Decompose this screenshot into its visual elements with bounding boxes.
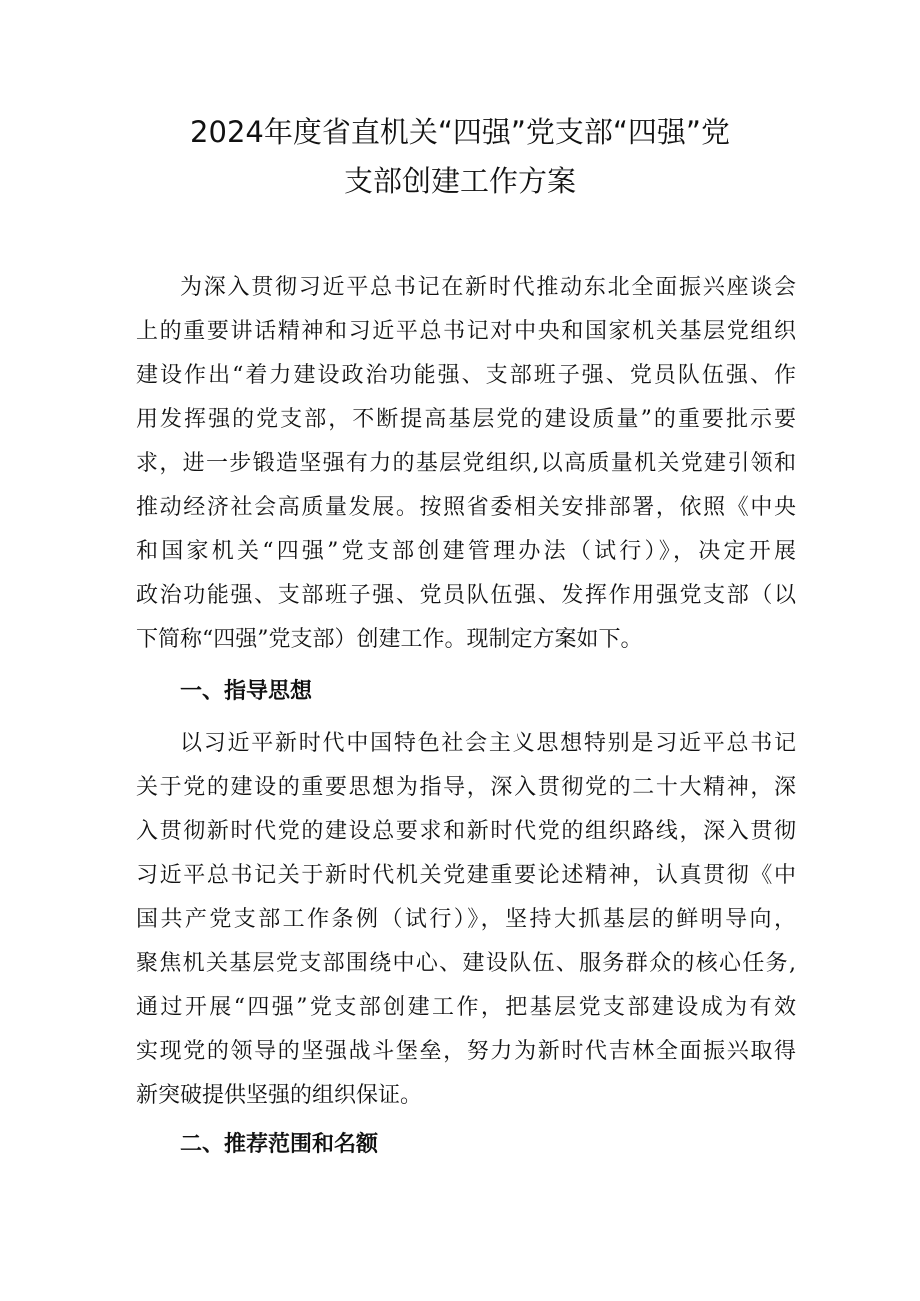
paragraph-line: 下简称“四强”党支部）创建工作。现制定方案如下。: [136, 627, 643, 652]
paragraph-line: 习近平总书记关于新时代机关党建重要论述精神，认真贯彻《中: [136, 863, 796, 888]
paragraph-line: 和国家机关“四强”党支部创建管理办法（试行）》，决定开展: [136, 539, 796, 564]
paragraph-line: 新突破提供坚强的组织保证。: [136, 1083, 423, 1108]
title-line: 支部创建工作方案: [343, 164, 576, 198]
paragraph-line: 以习近平新时代中国特色社会主义思想特别是习近平总书记: [180, 731, 796, 756]
title-line: 2024年度省直机关“四强”党支部“四强”党: [190, 115, 730, 149]
paragraph-line: 政治功能强、支部班子强、党员队伍强、发挥作用强党支部（以: [136, 583, 796, 608]
paragraph-line: 国共产党支部工作条例（试行）》，坚持大抓基层的鲜明导向，: [136, 907, 796, 932]
section-heading-scope-and-quota: 二、推荐范围和名额: [180, 1132, 379, 1157]
paragraph-line: 聚焦机关基层党支部围绕中心、建设队伍、服务群众的核心任务,: [136, 951, 796, 976]
guiding-ideology-paragraph: [136, 722, 796, 1118]
paragraph-line: 用发挥强的党支部，不断提高基层党的建设质量”的重要批示要: [136, 407, 796, 432]
paragraph-line: 入贯彻新时代党的建设总要求和新时代党的组织路线，深入贯彻: [136, 819, 796, 844]
paragraph-line: 通过开展“四强”党支部创建工作，把基层党支部建设成为有效: [136, 995, 796, 1020]
paragraph-line: 求，进一步锻造坚强有力的基层党组织,以高质量机关党建引领和: [136, 451, 796, 476]
paragraph-line: 建设作出“着力建设政治功能强、支部班子强、党员队伍强、作: [136, 363, 796, 388]
paragraph-line: 上的重要讲话精神和习近平总书记对中央和国家机关基层党组织: [136, 319, 796, 344]
intro-paragraph: [136, 266, 796, 662]
paragraph-line: 实现党的领导的坚强战斗堡垒，努力为新时代吉林全面振兴取得: [136, 1039, 796, 1064]
section-heading-guiding-ideology: 一、指导思想: [180, 679, 313, 704]
paragraph-line: 推动经济社会高质量发展。按照省委相关安排部署，依照《中央: [136, 495, 796, 520]
paragraph-line: 关于党的建设的重要思想为指导，深入贯彻党的二十大精神，深: [136, 775, 796, 800]
document-title: [120, 108, 800, 206]
paragraph-line: 为深入贯彻习近平总书记在新时代推动东北全面振兴座谈会: [180, 275, 796, 300]
